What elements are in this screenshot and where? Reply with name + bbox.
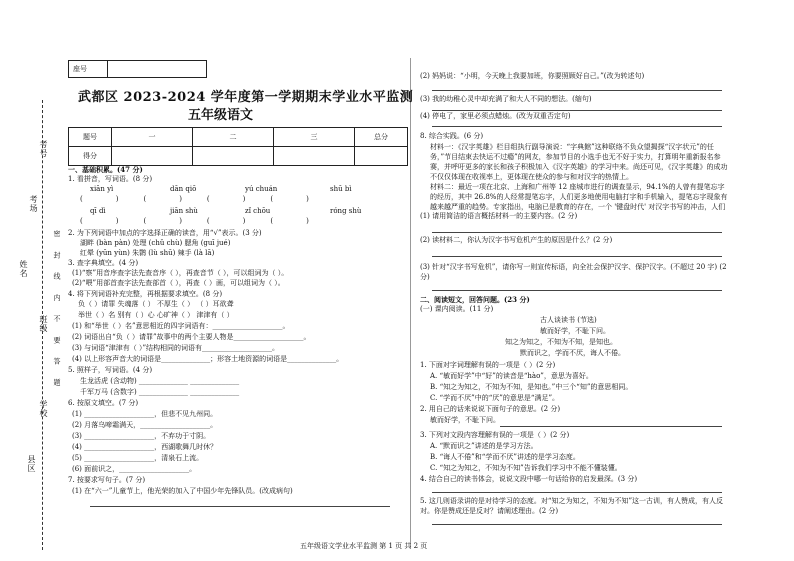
answer-line[interactable] <box>432 524 722 525</box>
question: 4. 结合自己的读书体会，说说文段中哪一句话给你的启发最深。(3 分) <box>420 475 638 483</box>
pinyin: zǐ chōu <box>245 207 271 215</box>
option[interactable]: B. “诲人不倦”和“学而不厌”讲述的是学习态度。 <box>430 453 580 461</box>
section-1-heading: 一、基础积累。(47 分) <box>68 165 143 174</box>
option[interactable]: A. “默而识之”讲述的是学习方法。 <box>430 442 538 450</box>
question-item: (6) 面前识之，____________________。 <box>72 465 197 473</box>
pinyin: xiān yì <box>90 185 114 193</box>
county-label: 县区 <box>27 455 36 473</box>
binding-strip <box>8 100 61 555</box>
question-item: (2) 词语出自“负（ ）请罪”故事中的两个主要人物是____________________。 <box>72 333 311 341</box>
page-footer: 五年级语文学业水平监测 第 1 页 共 2 页 <box>300 542 428 550</box>
question-item: 千军万马 (含数字) ______________ ______________ <box>80 388 240 396</box>
question-item: 红晕 (yūn yùn) 朱鹮 (lù shū) 辣手 (là lā) <box>80 249 215 257</box>
question-item: (1) ____________________，但悲不见九州同。 <box>72 410 218 418</box>
question: 2. 为下列词语中加点的字选择正确的读音，用“√”表示。(3 分) <box>68 229 262 237</box>
seat-number-box <box>68 60 207 78</box>
question-item: (3) 针对“汉字书写危机”，请你写一则宣传标语，向全社会保护汉字、保护汉字。(不超过 20 字) (2 分) <box>420 263 727 281</box>
passage-title: 古人谈读书 (节选) <box>540 316 597 324</box>
answer-line[interactable] <box>432 232 722 233</box>
question-item: (3) 我的幼稚心灵中却充满了和大人不同的想法。(缩句) <box>420 95 592 103</box>
question: 3. 下列对文段内容理解有误的一项是（ ）(2 分) <box>420 431 570 439</box>
exam-number-label: 考号 <box>39 140 48 158</box>
score-table <box>68 127 408 166</box>
seal-line <box>42 100 43 550</box>
score-header: 总分 <box>355 128 408 147</box>
question: 3. 查字典填空。(4 分) <box>68 259 139 267</box>
score-header: 三 <box>274 128 355 147</box>
question-item: (1) 请用简洁的语言概括材料一的主要内容。(2 分) <box>420 212 578 220</box>
option[interactable]: C. “学而不厌”中的“厌”的意思是“满足”。 <box>430 394 560 402</box>
seat-number-field[interactable] <box>108 61 207 78</box>
question: 6. 按原文填空。(7 分) <box>68 399 139 407</box>
pinyin: qī dì <box>90 207 106 215</box>
pinyin: róng shù <box>330 207 362 215</box>
quote: 敏而好学，不耻下问。 <box>430 416 500 424</box>
seat-label: 座号 <box>69 61 108 78</box>
question-item: (5) ____________________，清泉石上流。 <box>72 454 204 462</box>
column-divider <box>410 58 411 548</box>
question: 7. 按要求写句子。(7 分) <box>68 476 146 484</box>
answer-line[interactable] <box>432 256 722 257</box>
material-1: 材料一：《汉字英雄》栏目组执行副导演说：“字典館”这种联络不负众望揭探“汉字状元”的任务，”节目结束去快运不过瘾”的网友，参加节目的小选手也无不好于实力，打算明年重新报名参赛，并呼吁更多的家长和孩子积极加入《汉字英雄》的学习中来。尚还可见，《汉字英雄》的成功不仅仅体现在收视率上，更体现在使众的参与和对汉字的热情上。 <box>430 143 728 181</box>
question-item: (1) 和“举世（ ）名”意思相近的四字词语有：____________________。 <box>72 322 290 330</box>
question-item: (4) 停电了，家里必须点蜡烛。(改为双重否定句) <box>420 112 571 120</box>
section-2-heading: 二、阅读短文，回答问题。(23 分) <box>420 295 530 304</box>
score-header: 二 <box>193 128 274 147</box>
answer-brackets[interactable]: ( ) ( ) ( ) ( ) <box>80 217 310 225</box>
subsection-heading: (一) 课内阅读。(11 分) <box>420 305 494 313</box>
name-label: 姓名 <box>19 260 28 278</box>
pinyin: dān qiō <box>170 185 197 193</box>
question-item: 负（ ）请罪 失魂落（ ） 不厚生（ ） （ ）耳欲聋 <box>78 300 234 308</box>
question: 1. 看拼音，写词语。(8 分) <box>68 175 153 183</box>
school-label: 学校 <box>39 400 48 418</box>
question-item: (1)“察”用音序查字法先查音序（ ），再查音节（ ），可以组词为（ ）。 <box>72 269 289 277</box>
option[interactable]: C. “知之为知之，不知为不知”告诉我们学习中不能不懂装懂。 <box>430 464 622 472</box>
answer-line[interactable] <box>432 126 722 127</box>
score-header: 题号 <box>69 128 112 147</box>
material-2: 材料二：最近一项在北京、上海和广州等 12 座城市进行的调查显示，94.1%的人曾有提笔忘字的经历，其中 26.8%的人经常提笔忘字，人们更多地使用电脑打字和手机输入，提笔忘字现象有越来越严重的趋势。专家指出，电脑已是教育的存在，一个 '键盘时代' 对汉字书写的冲击，人们 <box>430 183 728 211</box>
question-item: (3) ____________________，不弃功于寸阴。 <box>72 432 211 440</box>
question-item: (2)“喂”用部首查字法先查部首（ ），再查（ ）画，可以组词为（ ）。 <box>72 279 285 287</box>
answer-brackets[interactable]: ( ) ( ) ( ) ( ) <box>80 195 310 203</box>
pinyin: jiān shù <box>170 207 198 215</box>
question-item: 举世（ ）名 别有（ ）心 心旷神（ ） 津津有（ ） <box>78 311 234 319</box>
option[interactable]: A. “敏而好学”中“好”的读音是“hào”，意思为喜好。 <box>430 372 593 380</box>
score-cell[interactable] <box>274 147 355 166</box>
answer-line[interactable] <box>432 90 722 91</box>
question-item: (2) 月落乌啼霜满天，____________________。 <box>72 421 218 429</box>
question: 5. 这几则语录讲的是对待学习的态度。对“知之为知之，不知为不知”这一古训，有人赞成，有人反对。你是赞成还是反对？请阐述理由。(2 分) <box>420 497 724 515</box>
score-header: 一 <box>112 128 193 147</box>
question: 4. 将下列词语补充完整，再根据要求填空。(8 分) <box>68 290 223 298</box>
question-item: 生龙活虎 (含动物) ______________ ______________ <box>80 377 240 385</box>
seal-line-notice: 密 封 线 内 不 要 答 题 <box>53 230 61 392</box>
question-item: (2) 读材料二，你认为汉字书写危机产生的原因是什么？(2 分) <box>420 236 613 244</box>
passage-line: 敏而好学，不耻下问。 <box>540 327 610 335</box>
question-item: (2) 妈妈说：“小明，今天晚上我要加班，你要照顾好自己。”(改为转述句) <box>420 72 645 80</box>
answer-line[interactable] <box>432 110 722 111</box>
answer-line[interactable] <box>432 290 722 291</box>
score-cell[interactable] <box>112 147 193 166</box>
passage-line: 知之为知之，不知为不知，是知也。 <box>505 338 617 346</box>
question: 1. 下面对字词理解有误的一项是（ ）(2 分) <box>420 361 556 369</box>
answer-line[interactable] <box>432 492 722 493</box>
question-item: 湖畔 (bàn pàn) 处理 (chǔ chù) 腮角 (guī jué) <box>80 239 231 247</box>
option[interactable]: B. “知之为知之，不知为不知，是知也。”中三个“知”的意思相同。 <box>430 383 633 391</box>
class-label: 班级 <box>39 315 48 333</box>
answer-line[interactable] <box>90 506 390 507</box>
question: 2. 用自己的话来说说下面句子的意思。(2 分) <box>420 405 561 413</box>
score-row-label: 得分 <box>69 147 112 166</box>
question-item: (4) 以上形容声音大的词语是______________；形容土地资源的词语是______________。 <box>72 355 344 363</box>
score-cell[interactable] <box>193 147 274 166</box>
pinyin: shū bì <box>330 185 352 193</box>
question: 8. 综合实践。(6 分) <box>420 132 484 140</box>
exam-subtitle: 五年级语文 <box>188 108 254 123</box>
answer-line[interactable] <box>500 426 722 427</box>
exam-room-label: 考场 <box>29 195 38 213</box>
question-item: (4) ____________________，西湖歌舞几时休？ <box>72 443 218 451</box>
question-item: (1) 在“六一”儿童节上，他光荣的加入了中国少年先锋队员。(改成病句) <box>72 487 293 495</box>
pinyin: yú chuán <box>245 185 278 193</box>
exam-title: 武都区 2023-2024 学年度第一学期期末学业水平监测 <box>78 90 414 105</box>
question-item: (3) 与词语“津津有（ ）”结构相同的词语有____________________。 <box>72 344 280 352</box>
score-cell[interactable] <box>355 147 408 166</box>
question: 5. 照样子，写词语。(4 分) <box>68 366 153 374</box>
passage-line: 默而识之，学而不厌，诲人不倦。 <box>520 349 625 357</box>
